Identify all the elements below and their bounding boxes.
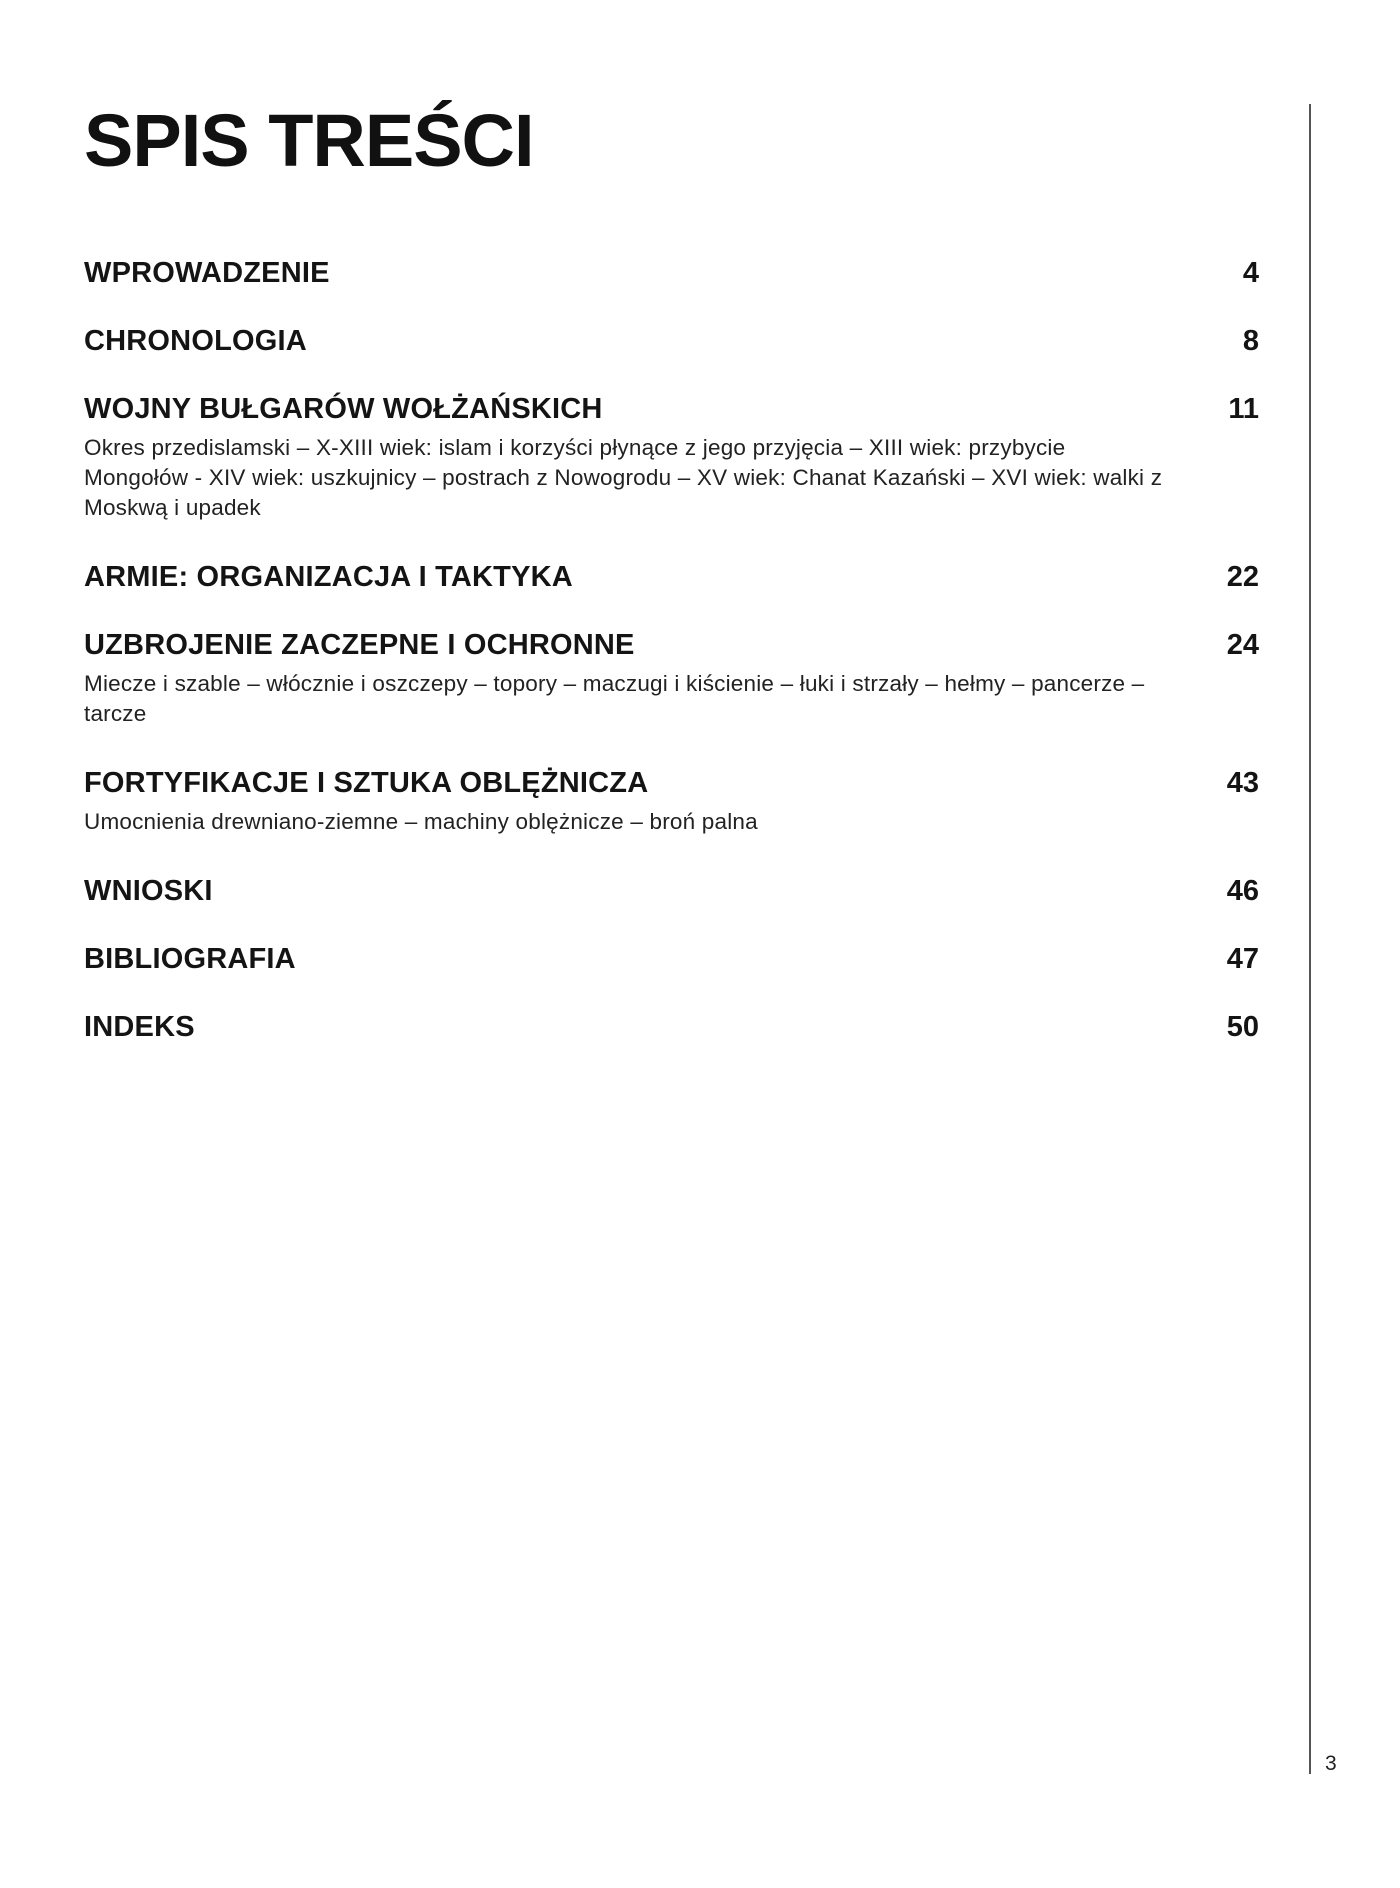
- toc-entry-page: 4: [1242, 257, 1259, 289]
- toc-entry-title: WPROWADZENIE: [84, 257, 330, 289]
- toc-entry-page: 50: [1226, 1011, 1259, 1043]
- toc-entry-page: 46: [1226, 875, 1259, 907]
- toc-entry[interactable]: [84, 256, 1259, 290]
- toc-entry-title: INDEKS: [84, 1011, 195, 1043]
- toc-entry-title: WOJNY BUŁGARÓW WOŁŻAŃSKICH: [84, 393, 603, 425]
- toc-entry[interactable]: [84, 766, 1259, 837]
- toc-entry-description: Umocnienia drewniano-ziemne – machiny oblężnicze – broń palna: [84, 809, 758, 834]
- toc-entry-title: CHRONOLOGIA: [84, 325, 307, 357]
- toc-entry[interactable]: [84, 942, 1259, 976]
- toc-entry-page: 43: [1226, 767, 1259, 799]
- toc-entry-title: UZBROJENIE ZACZEPNE I OCHRONNE: [84, 629, 635, 661]
- toc-entry-page: 47: [1226, 943, 1259, 975]
- page-number: 3: [1325, 1752, 1337, 1775]
- page-title: SPIS TREŚCI: [84, 99, 534, 182]
- toc-entry-page: 22: [1226, 561, 1259, 593]
- toc-entry[interactable]: [84, 628, 1259, 729]
- toc-entry-page: 24: [1226, 629, 1259, 661]
- toc-entry-title: BIBLIOGRAFIA: [84, 943, 296, 975]
- toc-entry-description: Okres przedislamski – X-XIII wiek: islam i korzyści płynące z jego przyjęcia – XIII wiek: przybycie Mongołów - XIV wiek: uszkujnicy – postrach z Nowogrodu – XV wiek: Chanat Kazański – XVI wiek: walki z Moskwą i upadek: [84, 435, 1163, 520]
- toc-entry-page: 11: [1228, 393, 1259, 425]
- toc-entry[interactable]: [84, 324, 1259, 358]
- toc-entry[interactable]: [84, 560, 1259, 594]
- toc-entry[interactable]: [84, 392, 1259, 523]
- toc-entry-page: 8: [1242, 325, 1259, 357]
- vertical-rule: [1309, 104, 1311, 1774]
- toc-entry-description: Miecze i szable – włócznie i oszczepy – topory – maczugi i kiścienie – łuki i strzały – hełmy – pancerze – tarcze: [84, 671, 1145, 726]
- toc-entry-title: FORTYFIKACJE I SZTUKA OBLĘŻNICZA: [84, 767, 649, 799]
- toc-entry-title: WNIOSKI: [84, 875, 213, 907]
- toc-entry-title: ARMIE: ORGANIZACJA I TAKTYKA: [84, 561, 573, 593]
- toc-entry[interactable]: [84, 874, 1259, 908]
- toc-entry[interactable]: [84, 1010, 1259, 1044]
- table-of-contents: [84, 256, 1259, 1078]
